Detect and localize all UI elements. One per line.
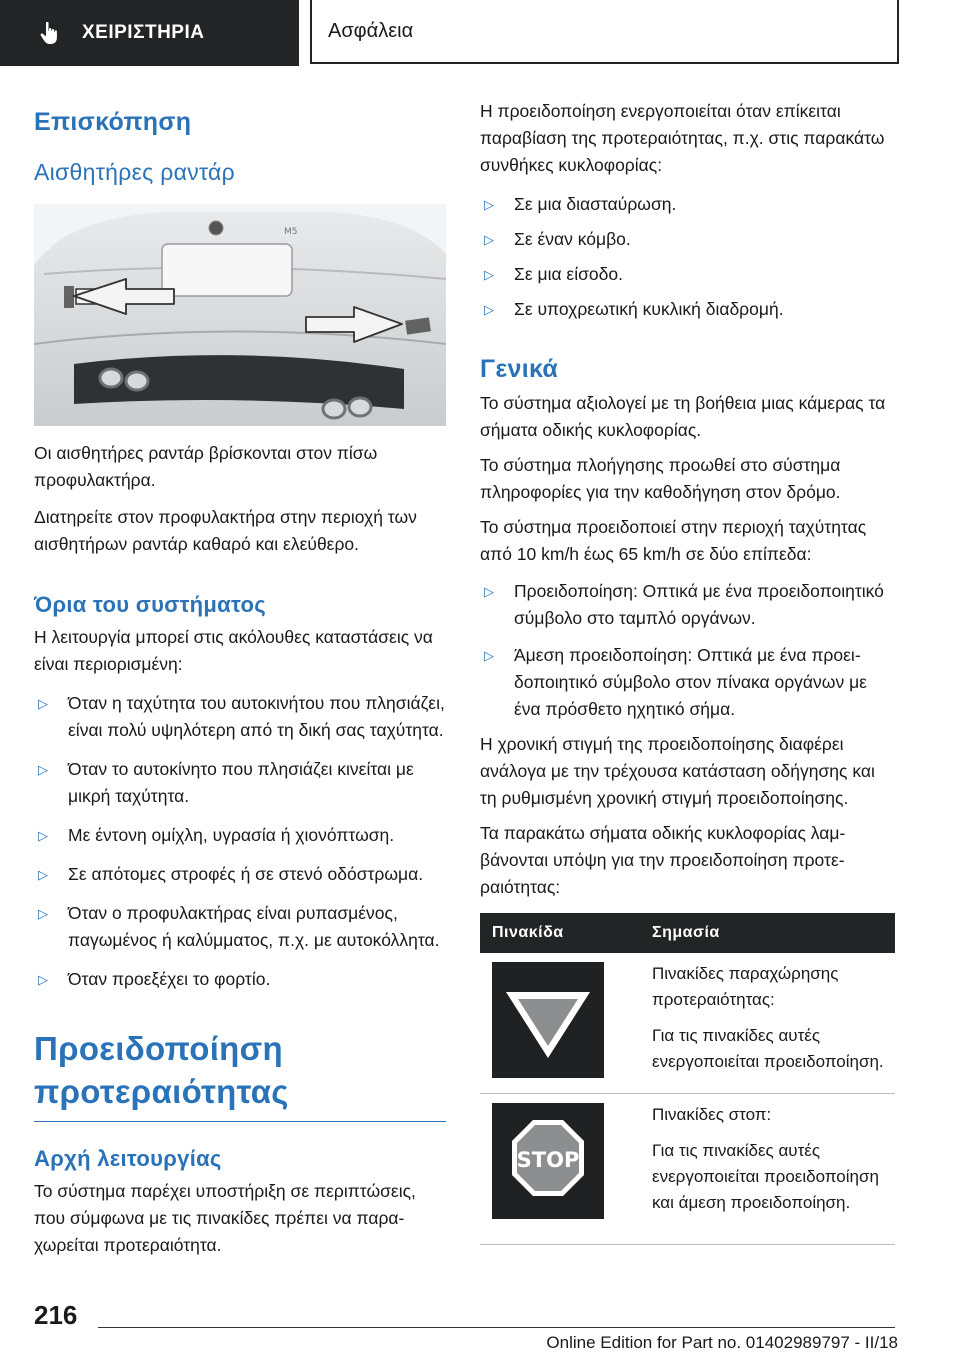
limits-list xyxy=(34,690,446,993)
triangle-bullet-icon: ▷ xyxy=(484,267,494,282)
overview-heading: Επισκόπηση xyxy=(34,108,192,136)
section-label: ΧΕΙΡΙΣΤΗΡΙΑ xyxy=(82,22,205,43)
list-item: ▷ Σε υποχρεωτική κυκλική διαδρομή. xyxy=(480,296,895,323)
list-item: ▷ Προειδοποίηση: Οπτικά με ένα προειδοποιητικό σύμβολο στο ταμπλό οργάνων. xyxy=(480,578,895,632)
limits-heading: Όρια του συστήματος xyxy=(34,592,266,617)
conditions-list xyxy=(480,191,895,323)
table-header xyxy=(480,913,895,953)
signs-table xyxy=(480,913,895,1245)
list-item: ▷ Με έντονη ομίχλη, υγρασία ή χιονόπτωση. xyxy=(34,822,446,849)
general-paragraph-3: Το σύστημα προειδοποιεί στην περιοχή ταχύτητας από 10 km/h έως 65 km/h σε δύο επίπεδα: xyxy=(480,517,867,564)
limits-intro: Η λειτουργία μπορεί στις ακόλουθες καταστάσεις να είναι περιορισμένη: xyxy=(34,627,433,674)
stop-sign-title: Πινακίδες στοπ: xyxy=(652,1105,772,1124)
right-column xyxy=(480,98,895,1245)
triangle-bullet-icon: ▷ xyxy=(38,906,48,921)
general-paragraph-4: Η χρονική στιγμή της προειδοποίησης διαφέρει ανάλογα με την τρέχουσα κατάσταση οδήγησης και τη ρυθμισμένη χρονική στιγμή προειδοποίησης. xyxy=(480,734,875,808)
footer-divider xyxy=(98,1327,895,1328)
list-item: ▷ Σε απότομες στροφές ή σε στενό οδόστρωμα. xyxy=(34,861,446,888)
radar-paragraph-2: Διατηρείτε στον προφυλακτήρα στην περιοχή των αισθητήρων ραντάρ καθαρό και ελεύθερο. xyxy=(34,507,417,554)
left-column xyxy=(34,98,446,1259)
section-tab xyxy=(0,0,299,66)
triangle-bullet-icon: ▷ xyxy=(484,232,494,247)
page-header xyxy=(0,0,960,66)
title-divider xyxy=(34,1121,446,1122)
general-paragraph-2: Το σύστημα πλοήγησης προωθεί στο σύστημα πληροφορίες για την καθοδήγηση στον δρόμο. xyxy=(480,455,841,502)
chapter-label: Ασφάλεια xyxy=(328,19,414,42)
triangle-bullet-icon: ▷ xyxy=(38,762,48,777)
priority-warning-title: Προειδοποίηση προτεραιότητας xyxy=(34,1030,289,1110)
list-item: ▷ Σε έναν κόμβο. xyxy=(480,226,895,253)
radar-paragraph-1: Οι αισθητήρες ραντάρ βρίσκονται στον πίσω προφυλακτήρα. xyxy=(34,443,378,490)
warning-levels-list xyxy=(480,578,895,723)
list-item: ▷ Όταν το αυτοκίνητο που πλησιάζει κινείται με μικρή ταχύτητα. xyxy=(34,756,446,810)
triangle-bullet-icon: ▷ xyxy=(484,197,494,212)
general-paragraph-5: Τα παρακάτω σήματα οδικής κυκλοφορίας λαμβάνονται υπόψη για την προειδοποίηση προτεραιότητας: xyxy=(480,823,846,897)
chapter-tab xyxy=(310,0,899,64)
intro-paragraph: Η προειδοποίηση ενεργοποιείται όταν επίκειται παραβίαση της προτεραιότητας, π.χ. στις παρακάτω συνθήκες κυκλοφορίας: xyxy=(480,101,885,175)
radar-sensors-heading: Αισθητήρες ραντάρ xyxy=(34,159,236,185)
radar-sensor-illustration xyxy=(34,204,446,426)
edition-text: Online Edition for Part no. 01402989797 - II/18 xyxy=(546,1333,898,1352)
table-row xyxy=(480,1094,895,1245)
list-item: ▷ Όταν η ταχύτητα του αυτοκινήτου που πλησιάζει, είναι πολύ υψηλότερη από τη δική σας ταχύτητα. xyxy=(34,690,446,744)
principle-paragraph: Το σύστημα παρέχει υποστήριξη σε περιπτώσεις, που σύμφωνα με τις πινακίδες πρέπει να παραχωρείται προτεραιότητα. xyxy=(34,1181,416,1255)
list-item: ▷ Σε μια είσοδο. xyxy=(480,261,895,288)
page-number: 216 xyxy=(34,1300,78,1330)
triangle-bullet-icon: ▷ xyxy=(484,302,494,317)
stop-sign-icon xyxy=(492,1103,604,1219)
yield-sign-icon xyxy=(492,962,604,1078)
triangle-bullet-icon: ▷ xyxy=(38,696,48,711)
hand-pointer-icon xyxy=(38,20,64,46)
general-heading: Γενικά xyxy=(480,355,559,383)
triangle-bullet-icon: ▷ xyxy=(38,828,48,843)
triangle-bullet-icon: ▷ xyxy=(38,867,48,882)
car-rear-image xyxy=(34,204,446,426)
list-item: ▷ Σε μια διασταύρωση. xyxy=(480,191,895,218)
triangle-bullet-icon: ▷ xyxy=(484,584,494,599)
list-item: ▷ Όταν ο προφυλακτήρας είναι ρυπασμένος, παγωμένος ή καλύμματος, π.χ. με αυτοκόλλητα. xyxy=(34,900,446,954)
yield-sign-title: Πινακίδες παραχώρησης προτεραιότητας: xyxy=(652,964,839,1009)
svg-text:M5: M5 xyxy=(284,227,298,237)
column-header-meaning: Σημασία xyxy=(652,924,720,941)
stop-sign-text: STOP xyxy=(516,1148,580,1172)
triangle-bullet-icon: ▷ xyxy=(484,648,494,663)
general-paragraph-1: Το σύστημα αξιολογεί με τη βοήθεια μιας κάμερας τα σήματα οδικής κυκλοφορίας. xyxy=(480,393,886,440)
yield-sign-description: Για τις πινακίδες αυτές ενεργοποιείται προειδοποίηση. xyxy=(652,1026,884,1071)
list-item: ▷ Άμεση προειδοποίηση: Οπτικά με ένα προειδοποιητικό σύμβολο στον πίνακα οργάνων με ένα πρόσθετο ηχητικό σήμα. xyxy=(480,642,895,723)
stop-sign-description: Για τις πινακίδες αυτές ενεργοποιείται προειδοποίηση και άμεση προειδοποίηση. xyxy=(652,1141,879,1212)
column-header-sign: Πινακίδα xyxy=(492,924,564,941)
table-row xyxy=(480,953,895,1094)
principle-heading: Αρχή λειτουργίας xyxy=(34,1146,222,1171)
list-item: ▷ Όταν προεξέχει το φορτίο. xyxy=(34,966,446,993)
triangle-bullet-icon: ▷ xyxy=(38,972,48,987)
